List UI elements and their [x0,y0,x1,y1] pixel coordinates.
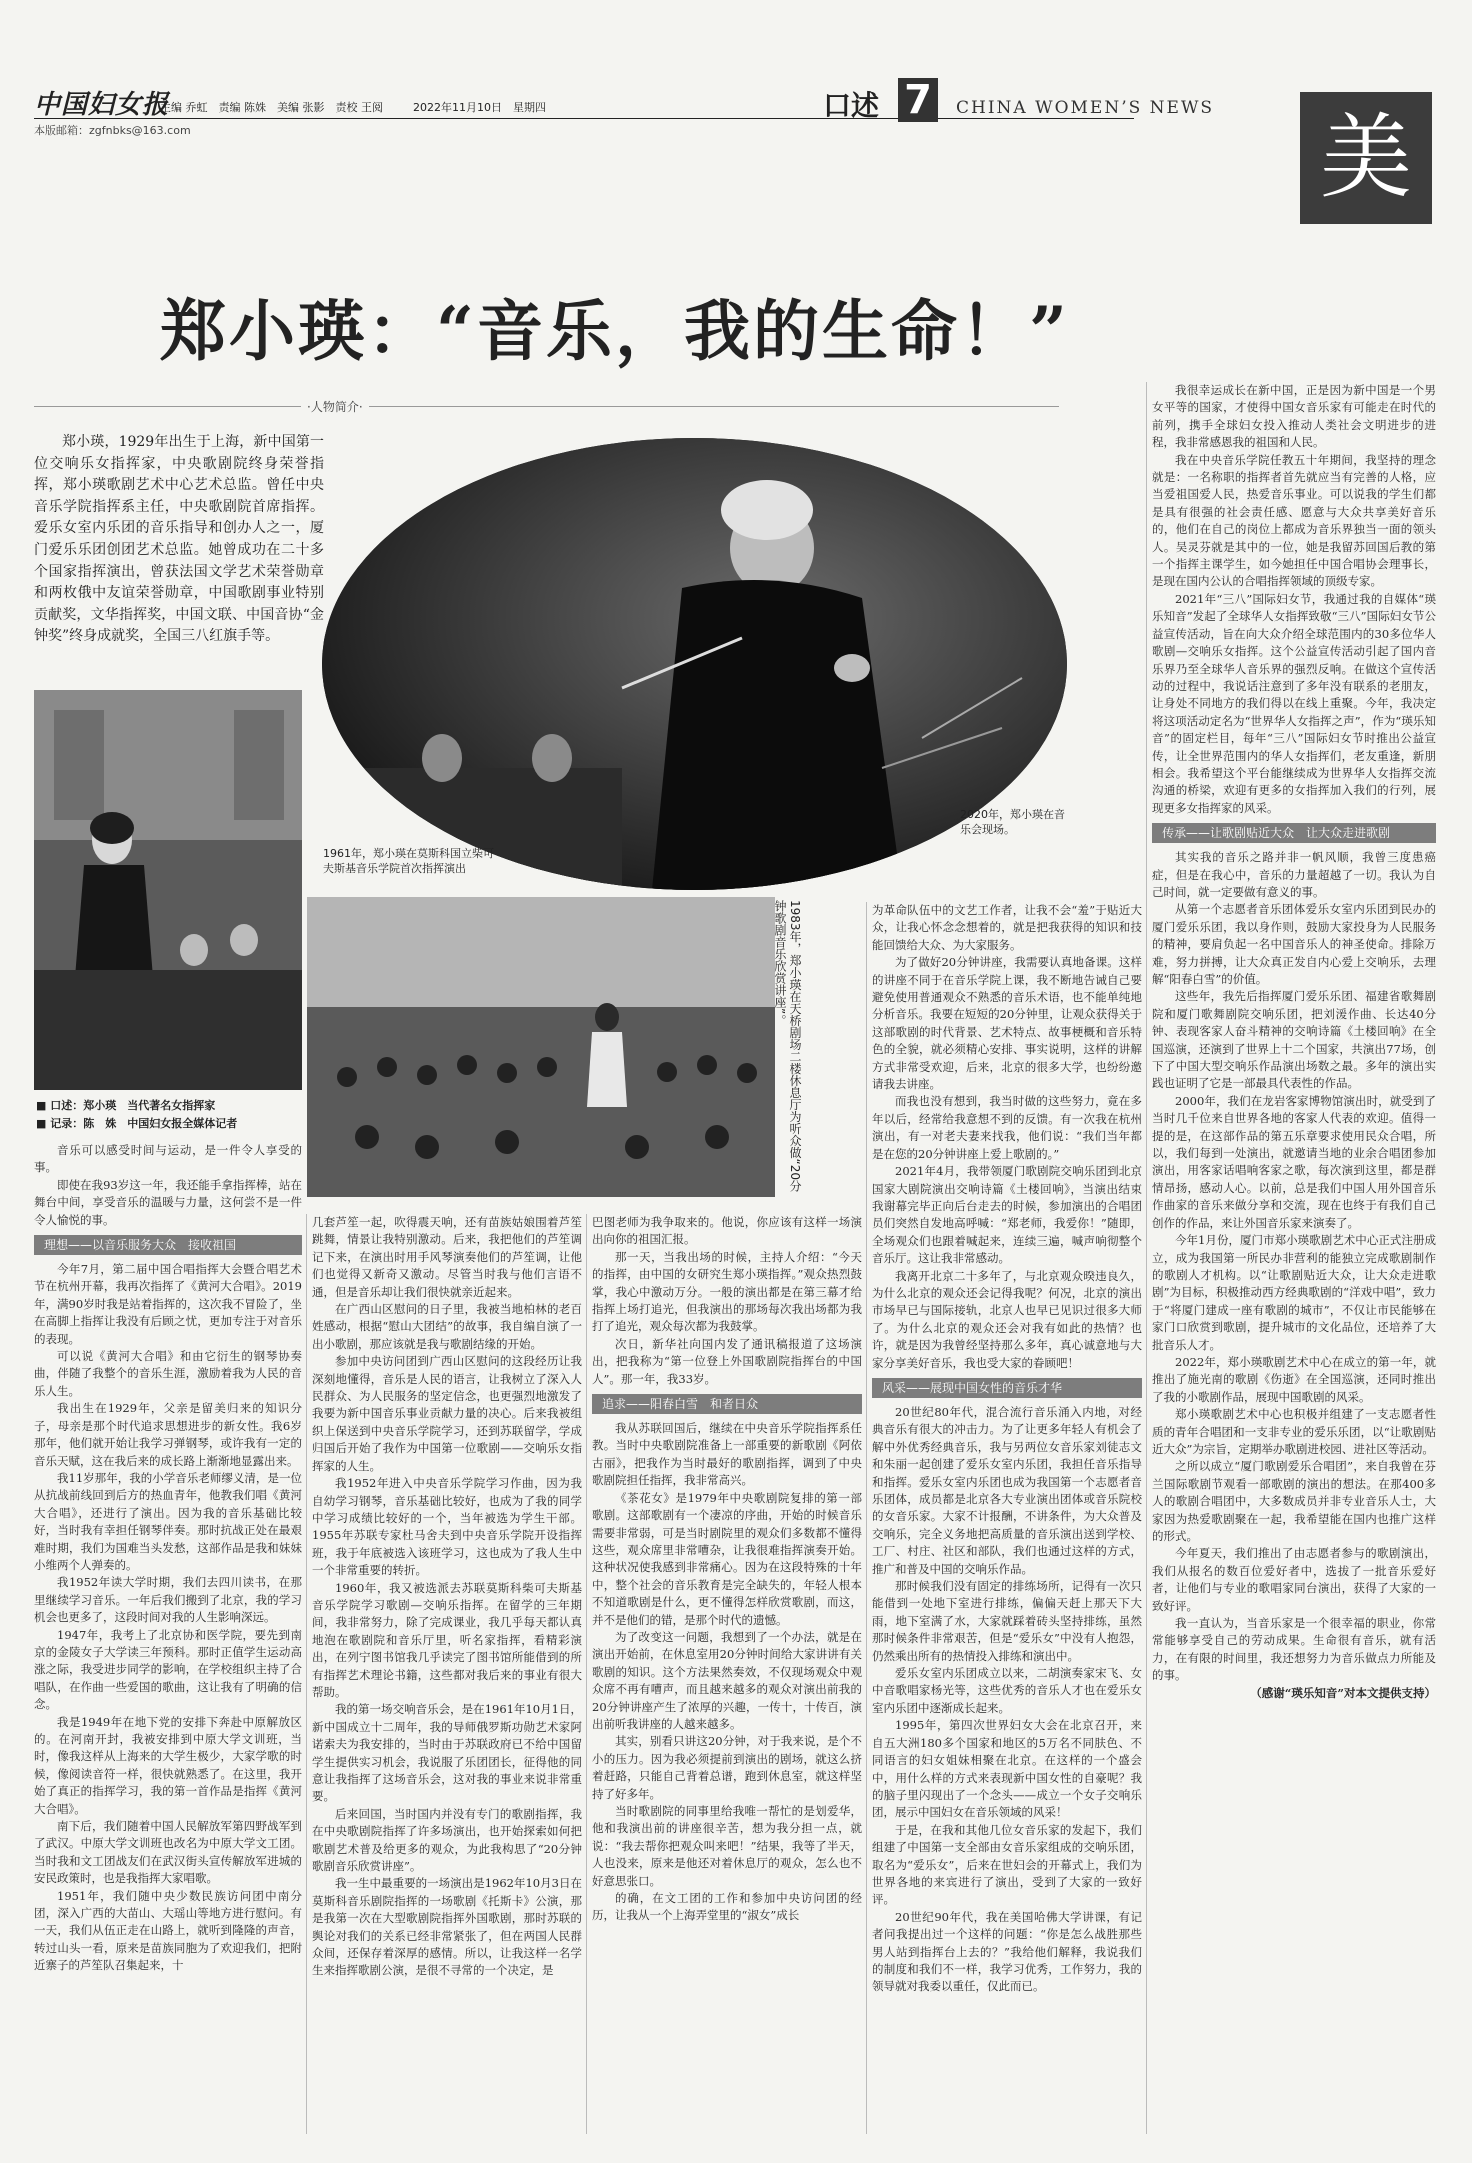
paragraph: 我出生在1929年，父亲是留美归来的知识分子，母亲是那个时代追求思想进步的新女性。我6岁那年，他们就开始让我学习弹钢琴，或许我有一定的音乐天赋，这在我后来的成长路上渐渐地显露出来。 [34,1401,302,1468]
photo-1961-moscow [34,690,302,1090]
section-heading-style: 风采——展现中国女性的音乐才华 [872,1378,1142,1398]
photo-1983-lecture [307,897,775,1197]
paragraph: 《茶花女》是1979年中央歌剧院复排的第一部歌剧。这部歌剧有一个凄凉的序曲，开始的时候音乐需要非常弱，可是当时剧院里的观众们多数都不懂得这些，观众席里非常嘈杂，让我很难指挥演奏开始。这种状况使我感到非常痛心。因为在这段特殊的十年中，整个社会的音乐教育是完全缺失的，年轻人根本不知道歌剧是什么，更不懂得怎样欣赏歌剧，而这，并不是他们的错，是那个时代的遗憾。 [592,1490,862,1627]
paragraph: 我离开北京二十多年了，与北京观众暌违良久，为什么北京的观众还会记得我呢？何况，北京的演出市场早已与国际接轨，北京人也早已见识过很多大师了。为什么北京的观众还会对我有如此的热情？也许，就是因为我曾经坚持那么多年，真心诚意地与大家分享美好音乐，我也受大家的眷顾吧！ [872,1268,1142,1370]
section-heading-pursuit: 追求——阳春白雪 和者日众 [592,1394,862,1414]
paragraph: 2022年，郑小瑛歌剧艺术中心在成立的第一年，就推出了施光南的歌剧《伤逝》在全国巡演，还同时推出了我的小歌剧作品，展现中国歌剧的风采。 [1152,1354,1436,1404]
paragraph: 即使在我93岁这一年，我还能手拿指挥棒，站在舞台中间，享受音乐的温暖与力量，这何尝不是一件令人愉悦的事。 [34,1177,302,1227]
paragraph: 1947年，我考上了北京协和医学院，要先到南京的金陵女子大学读三年预科。那时正值学生运动高涨之际，我受进步同学的影响，在学校组织主持了合唱队，在作曲一些爱国的歌曲，这让我有了明确的信念。 [34,1627,302,1712]
paragraph: 爱乐女室内乐团成立以来，二胡演奏家宋飞、女中音歌唱家杨光等，这些优秀的音乐人才也在爱乐女室内乐团中逐渐成长起来。 [872,1666,1142,1715]
paragraph: 我的第一场交响音乐会，是在1961年10月1日，新中国成立十二周年，我的导师俄罗斯功勋艺术家阿诺索夫为我安排的，当时由于苏联政府已不给中国留学生提供实习机会，我说服了乐团团长，征得他的同意让我指挥了这场音乐会，这对我的事业来说非常重要。 [312,1702,582,1804]
paragraph: 这些年，我先后指挥厦门爱乐乐团、福建省歌舞剧院和厦门歌舞剧院交响乐团，把刘湲作曲、长达40分钟、表现客家人奋斗精神的交响诗篇《土楼回响》在全国巡演，还演到了世界上十二个国家，共演出77场，创下了中国大型交响乐作品演出场数之最。多年的演出实践也证明了它是一部最具代表性的作品。 [1152,989,1436,1091]
paragraph: 巴图老师为我争取来的。他说，你应该有这样一场演出向你的祖国汇报。 [592,1215,862,1247]
credit-narrator: ■ 口述：郑小瑛 当代著名女指挥家 [36,1099,216,1112]
paragraph: 于是，在我和其他几位女音乐家的发起下，我们组建了中国第一支全部由女音乐家组成的交响乐团，取名为“爱乐女”，后来在世妇会的开幕式上，我们为世界各地的来宾进行了演出，受到了大家的一致好评。 [872,1822,1142,1907]
paragraph: 为了改变这一问题，我想到了一个办法，就是在演出开始前，在休息室用20分钟时间给大家讲讲有关歌剧的知识。这个方法果然奏效，不仅现场观众中观众席不再有嘈声，而且越来越多的观众对演出前我的20分钟讲座产生了浓厚的兴趣，一传十，十传百，演出前听我讲座的人越来越多。 [592,1629,862,1731]
column-rule [866,902,867,2134]
page-number: 7 [898,78,938,122]
paragraph: 20世纪80年代，混合流行音乐涌入内地，对经典音乐有很大的冲击力。为了让更多年轻人有机会了解中外优秀经典音乐，我与另两位女音乐家刘徒志文和朱丽一起创建了爱乐女室内乐团，我担任音乐指导和指挥。爱乐女室内乐团也成为我国第一个志愿者音乐团体，成员都是北京各大专业演出团体或音乐院校的女音乐家。大家不计报酬，不讲条件，为大众普及交响乐，完全义务地把高质量的音乐演出送到学校、工厂、村庄、社区和部队，我们也通过这样的方式，推广和普及中国的交响乐作品。 [872,1404,1142,1576]
paragraph: 我是1949年在地下党的安排下奔赴中原解放区的。在河南开封，我被安排到中原大学文训班，当时，像我这样从上海来的大学生极少，大家学歌的时候，像阅读音符一样，很快就熟悉了。在这里，我开始了真正的指挥学习，我的第一首作品是指挥《黄河大合唱》。 [34,1714,302,1816]
paragraph: 当时歌剧院的同事里给我唯一帮忙的是划爱华，他和我演出前的讲座很辛苦，想为我分担一点，就说：“我去帮你把观众叫来吧！”结果，我等了半天，人也没来，原来是他还对着休息厅的观众，怎么也不好意思张口。 [592,1804,862,1888]
acknowledgement: （感谢“瑛乐知音”对本文提供支持） [1250,1685,1436,1700]
paragraph: 我在中央音乐学院任教五十年期间，我坚持的理念就是：一名称职的指挥者首先就应当有完善的人格，应当爱祖国爱人民，热爱音乐事业。可以说我的学生们都是具有很强的社会责任感、愿意与大众共享美好音乐的，他们在自己的岗位上都成为音乐界独当一面的领头人。吴灵芬就是其中的一位，她是我留苏回国后教的第一个指挥主课学生，如今她担任中国合唱协会理事长，是现在国内公认的合唱指挥领域的顶级专家。 [1152,452,1436,589]
profile-divider [34,406,1059,407]
page-title: 郑小瑛：“音乐，我的生命！” [160,292,1070,370]
profile-text: 郑小瑛，1929年出生于上海，新中国第一位交响乐女指挥家，中央歌剧院终身荣誉指挥，郑小瑛歌剧艺术中心艺术总监。曾任中央音乐学院指挥系主任，中央歌剧院首席指挥。爱乐女室内乐团的音乐指导和创办人之一，厦门爱乐乐团创团艺术总监。她曾成功在二十多个国家指挥演出，曾获法国文学艺术荣誉勋章和两枚俄中友谊荣誉勋章，中国歌剧事业特别贡献奖，文华指挥奖，中国文联、中国音协“金钟奖”终身成就奖，全国三八红旗手等。 [34,434,324,645]
section-heading-legacy: 传承——让歌剧贴近大众 让大众走进歌剧 [1152,823,1436,843]
paragraph: 1960年，我又被选派去苏联莫斯科柴可夫斯基音乐学院学习歌剧—交响乐指挥。在留学的三年期间，我非常努力，除了完成课业，我几乎每天都认真地泡在歌剧院和音乐厅里，听名家指挥，看精彩演出，在列宁图书馆我几乎读完了图书馆所能借到的所有指挥艺术理论书籍，这些都对我后来的事业有很大帮助。 [312,1580,582,1699]
article-column-2 [312,1214,582,2134]
paragraph: 几套芦笙一起，吹得震天响，还有苗族姑娘围着芦笙跳舞，情景让我特别激动。后来，我把他们的芦笙调记下来，在演出时用手风琴演奏他们的芦笙调，让他们也觉得又新奇又激动。尽管当时我与他们言语不通，但是音乐却让我们很快就亲近起来。 [312,1215,582,1299]
editor-line: 主编 乔虹 责编 陈姝 美编 张影 责校 王阅 [160,101,383,114]
credit-recorder: ■ 记录：陈 姝 中国妇女报全媒体记者 [36,1117,238,1130]
newspaper-logo: 中国妇女报 [34,90,170,120]
paragraph: 之所以成立“厦门歌剧爱乐合唱团”，来自我曾在芬兰国际歌剧节观看一部歌剧的演出的想法。在那400多人的歌剧合唱团中，大多数成员并非专业音乐人士，大家因为热爱歌剧聚在一起，我希望能在国内也推广这样的形式。 [1152,1459,1436,1543]
paragraph: 2021年“三八”国际妇女节，我通过我的自媒体“瑛乐知音”发起了全球华人女指挥致敬“三八”国际妇女节公益宣传活动，旨在向大众介绍全球范围内的30多位华人歌剧—交响乐女指挥。这个公益宣传活动引起了国内音乐界乃至全球华人音乐界的强烈反响。在做这个宣传活动的过程中，我说话注意到了多年没有联系的老朋友，让身处不同地方的我们得以在线上重聚。今年，我决定将这项活动定名为“世界华人女指挥之声”，作为“瑛乐知音”的固定栏目，每年“三八”国际妇女节时推出公益宣传，让全世界范围内的华人女指挥们，老友重逢，新朋相会。我希望这个平台能继续成为世界华人女指挥交流沟通的桥梁，欢迎有更多的女指挥加入我们的行列，展现更多女指挥家的风采。 [1152,591,1436,815]
caption-photo-1961: 1961年，郑小瑛在莫斯科国立柴可夫斯基音乐学院首次指挥演出 [323,847,494,875]
article-column-5 [1152,382,1436,2134]
paragraph: 为革命队伍中的文艺工作者，让我不会“羞”于贴近大众，让我心怀念念想着的，就是把我获得的知识和技能回馈给大众、为大家服务。 [872,903,1142,952]
page-email: 本版邮箱：zgfnbks@163.com [34,124,191,137]
paragraph: 20世纪90年代，我在美国哈佛大学讲课，有记者问我提出过一个这样的问题：“你是怎么战胜那些男人站到指挥台上去的？”我给他们解释，我说我们的制度和我们不一样，我学习优秀，工作努力，我的领导就对我委以重任，仅此而已。 [872,1909,1142,1994]
section-heading-ideal: 理想——以音乐服务大众 接收祖国 [34,1235,302,1255]
paragraph: 我很幸运成长在新中国，正是因为新中国是一个男女平等的国家，才使得中国女音乐家有可能走在时代的前列，携手全球妇女投入推动人类社会文明进步的进程，我非常感恩我的祖国和人民。 [1152,383,1436,450]
paragraph: 今年夏天，我们推出了由志愿者参与的歌剧演出，我们从报名的数百位爱好者中，选拔了一批音乐爱好者，让他们与专业的歌唱家同台演出，获得了大家的一致好评。 [1152,1546,1436,1613]
paragraph: 我1952年读大学时期，我们去四川读书，在那里继续学习音乐。一年后我们搬到了北京，我的学习机会也更多了，这段时间对我的人生影响深远。 [34,1575,302,1625]
paragraph: 其实，别看只讲这20分钟，对于我来说，是个不小的压力。因为我必须提前到演出的剧场，就这么挤着赶路，只能自己背着总谱，跑到休息室，就这样坚持了好多年。 [592,1734,862,1801]
article-column-3 [592,1214,862,2134]
section-name: 口述 [823,89,880,122]
paragraph: 今年1月份，厦门市郑小瑛歌剧艺术中心正式注册成立，成为我国第一所民办非营利的能独立完成歌剧制作的歌剧人才机构。以“让歌剧贴近大众，让大众走进歌剧”为目标，积极推动西方经典歌剧的“洋戏中唱”，致力于“将厦门建成一座有歌剧的城市”，不仅让市民能够在家门口欣赏到歌剧，提升城市的文化品位，还培养了大批音乐人才。 [1152,1233,1436,1352]
column-rule [586,1214,587,2134]
paragraph: 参加中央访问团到广西山区慰问的这段经历让我深刻地懂得，音乐是人民的语言，让我树立了深入人民群众、为人民服务的坚定信念，也更强烈地激发了我要为新中国音乐事业贡献力量的决心。后来我被组织上保送到中央音乐学院学习，还到苏联留学，学成归国后开始了我作为中国第一位歌剧——交响乐女指挥家的人生。 [312,1354,582,1473]
paragraph: 后来回国，当时国内并没有专门的歌剧指挥，我在中央歌剧院指挥了许多场演出，也开始探索如何把歌剧艺术普及给更多的观众，为此我构思了“20分钟歌剧音乐欣赏讲座”。 [312,1806,582,1874]
paragraph: 我从苏联回国后，继续在中央音乐学院指挥系任教。当时中央歌剧院准备上一部重要的新歌剧《阿依古丽》，把我作为当时最好的歌剧指挥，调到了中央歌剧院担任指挥，我非常高兴。 [592,1421,862,1488]
main-photo-conductor [322,438,1067,890]
paragraph: 南下后，我们随着中国人民解放军第四野战军到了武汉。中原大学文训班也改名为中原大学文工团。当时我和文工团战友们在武汉街头宣传解放军进城的安民政策时，也是我指挥大家唱歌。 [34,1819,302,1886]
issue-date: 2022年11月10日 星期四 [413,101,546,114]
paragraph: 而我也没有想到，我当时做的这些努力，竟在多年以后，经常给我意想不到的反馈。有一次我在杭州演出，有一对老夫妻来找我，他们说：“我们当年都是在您的20分钟讲座上爱上歌剧的。” [872,1094,1142,1161]
paragraph: 可以说《黄河大合唱》和由它衍生的钢琴协奏曲，伴随了我整个的音乐生涯，激励着我为人民的音乐人生。 [34,1349,302,1398]
column-rule [1146,382,1147,2134]
paragraph: 我一生中最重要的一场演出是1962年10月3日在莫斯科音乐剧院指挥的一场歌剧《托斯卡》公演，那是我第一次在大型歌剧院指挥外国歌剧，那时苏联的舆论对我们的关系已经非常紧张了，但在两国人民群众间，还保存着深厚的感情。所以，让我这样一名学生来指挥歌剧公演，是很不寻常的一个决定，是 [312,1876,582,1978]
paragraph: 那时候我们没有固定的排练场所，记得有一次只能借到一处地下室进行排练，偏偏天赶上那天下大雨，地下室满了水，大家就踩着砖头坚持排练，虽然那时候条件非常艰苦，但是“爱乐女”中没有人抱怨，仍然乘出所有的热情投入排练和演出中。 [872,1579,1142,1663]
paragraph: 2000年，我们在龙岩客家博物馆演出时，就受到了当时几千位来自世界各地的客家人代表的欢迎。值得一提的是，在这部作品的第五乐章要求使用民众合唱，所以，我们每到一处演出，就邀请当地的业余合唱团参加演出，用客家话唱响客家之歌，每次演到这里，都是群情昂扬，感动人心。以前，总是我们中国人用外国音乐作曲家的音乐来做分享和交流，现在也终于有我们自己创作的作品，来让外国音乐家来演奏了。 [1152,1093,1436,1230]
column-rule [306,1214,307,2134]
paragraph: 2021年4月，我带领厦门歌剧院交响乐团到北京国家大剧院演出交响诗篇《土楼回响》，当演出结束我谢幕完毕正向后台走去的时候，参加演出的合唱团员们突然自发地高呼喊：“郑老师，我爱你！”随即，全场观众们也跟着喊起来，连续三遍，喊声响彻整个音乐厅。这让我非常感动。 [872,1164,1142,1266]
article-column-1 [34,1142,302,2132]
column-character: 美 [1319,104,1412,211]
paragraph: 1951年，我们随中央少数民族访问团中南分团，深入广西的大苗山、大瑶山等地方进行慰问。有一天，我们从伍正走在山路上，就听到隆隆的声音，转过山头一看，原来是苗族同胞为了欢迎我们，把附近寨子的芦笙队召集起来，十 [34,1888,302,1973]
paragraph: 次日，新华社向国内发了通讯稿报道了这场演出，把我称为“第一位登上外国歌剧院指挥台的中国人”。那一年，我33岁。 [592,1336,862,1386]
profile-label: ·人物简介· [301,398,369,415]
paragraph: 其实我的音乐之路并非一帆风顺，我曾三度患癌症，但是在我心中，音乐的力量超越了一切。我认为自己时间，就一定要做有意义的事。 [1152,850,1436,899]
paragraph: 1995年，第四次世界妇女大会在北京召开，来自五大洲180多个国家和地区的5万名不同肤色、不同语言的妇女姐妹相聚在北京。在这样的一个盛会中，用什么样的方式来表现新中国女性的自豪呢？我的脑子里闪现出了一个念头——成立一个女子交响乐团，展示中国妇女在音乐领域的风采！ [872,1718,1142,1820]
paper-english-name: CHINA WOMEN’S NEWS [956,98,1215,118]
article-column-4 [872,902,1142,2134]
paragraph: 音乐可以感受时间与运动，是一件令人享受的事。 [34,1143,302,1175]
paragraph: 今年7月，第二届中国合唱指挥大会暨合唱艺术节在杭州开幕，我再次指挥了《黄河大合唱》。2019年，满90岁时我是站着指挥的，这次我不冒险了，坐在高脚上指挥让我没有后顾之忧，更加专注于对音乐的表现。 [34,1262,302,1346]
paragraph: 为了做好20分钟讲座，我需要认真地备课。这样的讲座不同于在音乐学院上课，我不断地告诫自己要避免使用普通观众不熟悉的音乐术语，也不能单纯地分析音乐。我要在短短的20分钟里，让观众获得关于这部歌剧的时代背景、艺术特点、故事梗概和音乐特色的全貌，就必须精心安排、事实说明，这样的讲解方式非常受欢迎，后来，北京的很多大学，也纷纷邀请我去讲座。 [872,955,1142,1092]
caption-main-photo: 2020年，郑小瑛在音乐会现场。 [960,808,1065,836]
paragraph: 郑小瑛歌剧艺术中心也积极并组建了一支志愿者性质的青年合唱团和一支非专业的爱乐乐团，以“让歌剧贴近大众”为宗旨，定期举办歌剧进校园、进社区等活动。 [1152,1407,1436,1456]
paragraph: 我一直认为，当音乐家是一个很幸福的职业，你常常能够享受自己的劳动成果。生命很有音乐，就有活力，在有限的时间里，我还想努力为音乐做点力所能及的事。 [1152,1616,1436,1683]
paragraph: 的确，在文工团的工作和参加中央访问团的经历，让我从一个上海弄堂里的“淑女”成长 [592,1891,862,1923]
paragraph: 从第一个志愿者音乐团体爱乐女室内乐团到民办的厦门爱乐乐团，我以身作则，鼓励大家投身为人民服务的精神，要肩负起一名中国音乐人的神圣使命。排除万难，努力拼搏，让大众真正发自内心爱上交响乐，去理解“阳春白雪”的价值。 [1152,902,1436,986]
paragraph: 那一天，当我出场的时候，主持人介绍：“今天的指挥，由中国的女研究生郑小瑛指挥。”观众热烈鼓掌，我心中激动万分。一般的演出都是在第三幕才给指挥上场打追光，但我演出的那场每次我出场都为我打了追光，观众每次都为我鼓掌。 [592,1249,862,1334]
paragraph: 在广西山区慰问的日子里，我被当地柏林的老百姓感动，根据“慰山大团结”的故事，我自编自演了一出小歌剧，那应该就是我与歌剧结缘的开始。 [312,1302,582,1351]
paragraph: 我1952年进入中央音乐学院学习作曲，因为我自幼学习钢琴，音乐基础比较好，也成为了我的同学中学习成绩比较好的一个，当年被选为学生干部。1955年苏联专家杜马舍夫到中央音乐学院开设指挥班，我于年底被选入该班学习，这也成为了我人生中一个非常重要的转折。 [312,1476,582,1578]
paragraph: 我11岁那年，我的小学音乐老师缪义清，是一位从抗战前线回到后方的热血青年，他教我们唱《黄河大合唱》，还进行了演出。因为我的音乐基础比较好，当时我有幸担任钢琴伴奏。那时抗战正处在最艰难时期，我们为国难当头发愁，这部作品是我和妹妹小维两个人弹奏的。 [34,1470,302,1572]
caption-photo-1983: 1983年，郑小瑛在天桥剧场二楼休息厅为听众做“20分钟歌剧音乐欣赏讲座”。 [773,900,802,1193]
